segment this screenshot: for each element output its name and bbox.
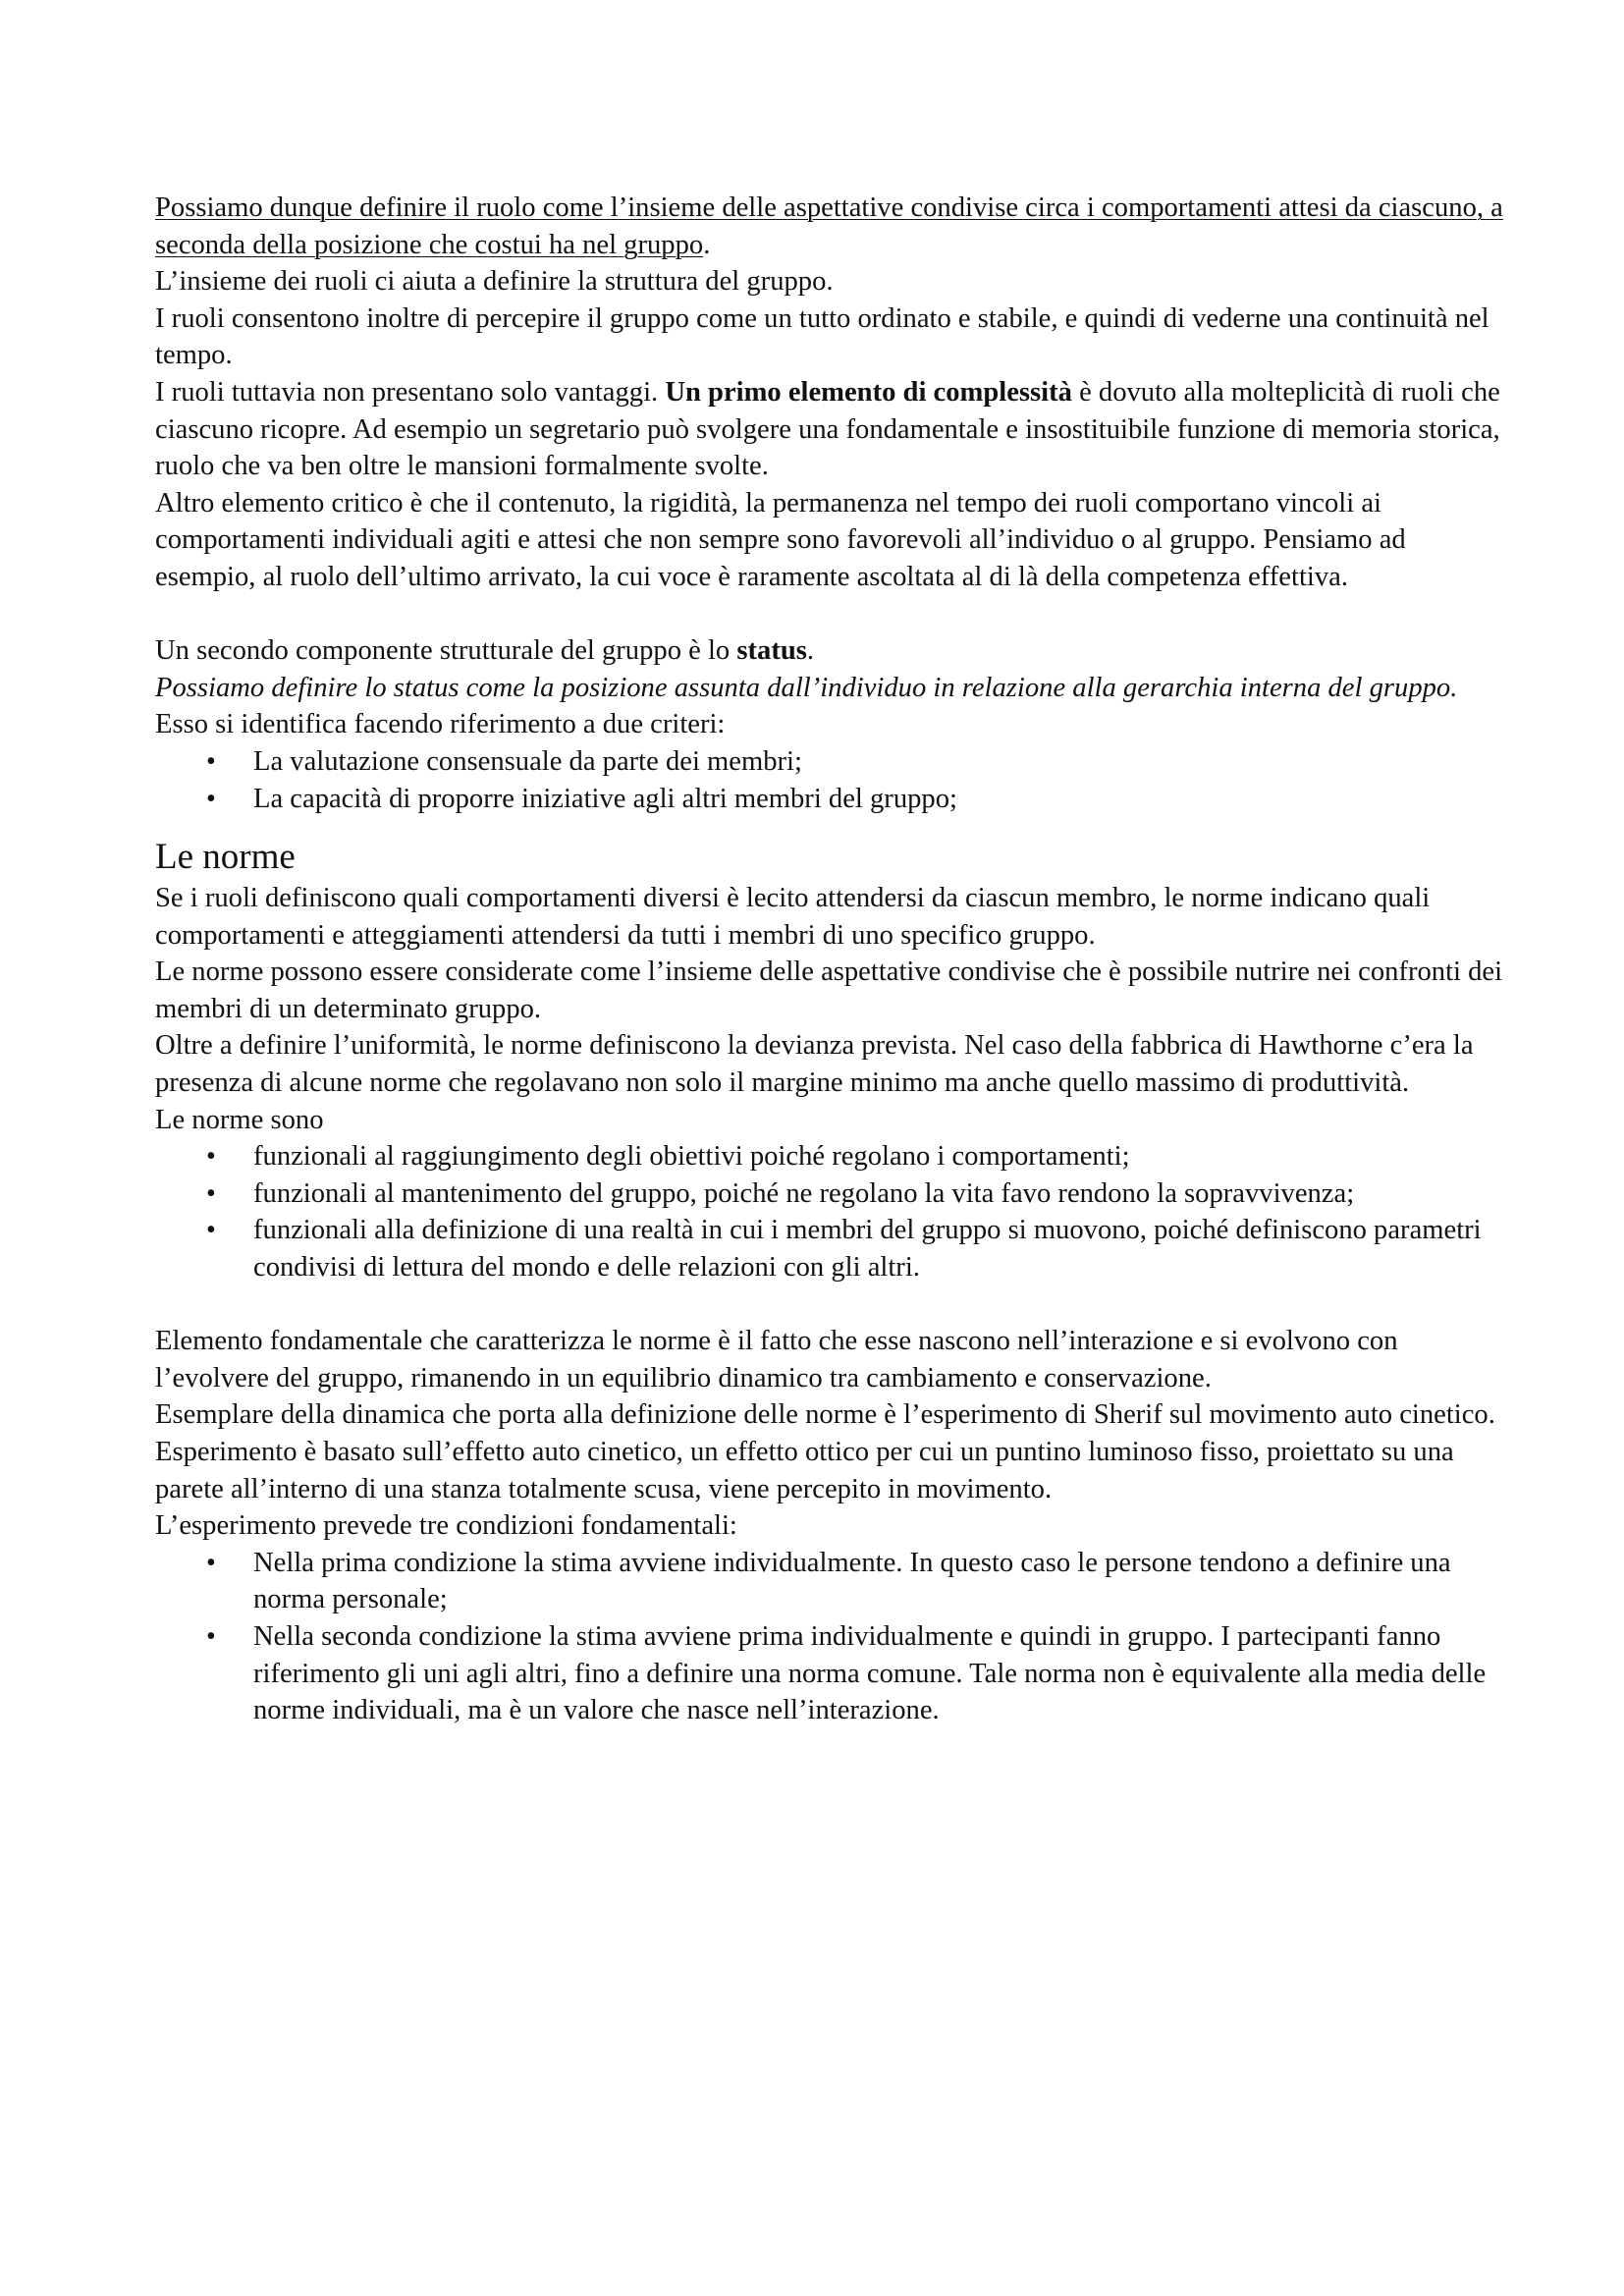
norme-functions-list xyxy=(155,1138,1510,1285)
role-definition-paragraph xyxy=(155,190,1510,263)
critical-paragraph: Altro elemento critico è che il contenuto, la rigidità, la permanenza nel tempo dei ruoli comportano vincoli ai comportamenti individuali agiti e attesi che non sempre sono favorevoli all’individuo o al gruppo. Pensiamo ad esempio, al ruolo dell’ultimo arrivato, la cui voce è raramente ascoltata al di là della competenza effettiva. xyxy=(155,487,1406,592)
criteria-intro-paragraph: Esso si identifica facendo riferimento a due criteri: xyxy=(155,709,726,740)
criteria-list xyxy=(155,743,1510,817)
spacer xyxy=(155,1286,1510,1324)
status-intro-paragraph xyxy=(155,632,1510,670)
role-definition-underlined: Possiamo dunque definire il ruolo come l’insieme delle aspettative condivise circa i comportamenti attesi da ciascuno, a seconda della posizione che costui ha nel gruppo xyxy=(155,192,1503,260)
document-page xyxy=(155,190,1510,1729)
list-item: • La valutazione consensuale da parte dei membri; xyxy=(155,743,1510,781)
list-item: • funzionali al raggiungimento degli obiettivi poiché regolano i comportamenti; xyxy=(155,1138,1510,1175)
advantages-paragraph xyxy=(155,374,1510,485)
list-item: • Nella prima condizione la stima avviene individualmente. In questo caso le persone tendono a definire una norma personale; xyxy=(155,1545,1510,1618)
norme-paragraph-1: Se i ruoli definiscono quali comportamenti diversi è lecito attendersi da ciascun membro, le norme indicano quali comportamenti e atteggiamenti attendersi da tutti i membri di uno specifico gruppo. xyxy=(155,883,1431,951)
role-definition-end: . xyxy=(703,229,711,260)
advantages-post: è dovuto alla molteplicità di ruoli che ciascuno ricopre. Ad esempio un segretario può svolgere una fondamentale e insostituibile funzione di memoria storica, ruolo che va ben oltre le mansioni formalmente svolte. xyxy=(155,376,1500,482)
advantages-bold: Un primo elemento di complessità xyxy=(665,376,1072,408)
norme-list-intro: Le norme sono xyxy=(155,1104,324,1135)
conditions-intro-paragraph: L’esperimento prevede tre condizioni fondamentali: xyxy=(155,1510,737,1542)
norme-paragraph-4: Elemento fondamentale che caratterizza le norme è il fatto che esse nascono nell’interazione e si evolvono con l’evolvere del gruppo, rimanendo in un equilibrio dinamico tra cambiamento e conservazione. xyxy=(155,1326,1398,1394)
list-item: • La capacità di proporre iniziative agli altri membri del gruppo; xyxy=(155,781,1510,818)
list-item: • Nella seconda condizione la stima avviene prima individualmente e quindi in gruppo. I partecipanti fanno riferimento gli uni agli altri, fino a definire una norma comune. Tale norma non è equivalente alla media delle norme individuali, ma è un valore che nasce nell’interazione. xyxy=(155,1618,1510,1729)
section-heading: Le norme xyxy=(155,837,296,878)
status-intro-end: . xyxy=(806,635,815,667)
perception-paragraph: I ruoli consentono inoltre di percepire il gruppo come un tutto ordinato e stabile, e quindi di vederne una continuità nel tempo. xyxy=(155,302,1489,371)
status-definition-paragraph: Possiamo definire lo status come la posizione assunta dall’individuo in relazione alla gerarchia interna del gruppo. xyxy=(155,672,1458,703)
list-item: • funzionali alla definizione di una realtà in cui i membri del gruppo si muovono, poiché definiscono parametri condivisi di lettura del mondo e delle relazioni con gli altri. xyxy=(155,1212,1510,1285)
norme-paragraph-2: Le norme possono essere considerate come l’insieme delle aspettative condivise che è possibile nutrire nei confronti dei membri di un determinato gruppo. xyxy=(155,957,1503,1024)
advantages-pre: I ruoli tuttavia non presentano solo vantaggi. xyxy=(155,376,666,408)
spacer xyxy=(155,596,1510,633)
conditions-list xyxy=(155,1545,1510,1729)
status-intro-bold: status xyxy=(736,635,807,667)
structure-paragraph: L’insieme dei ruoli ci aiuta a definire la struttura del gruppo. xyxy=(155,266,834,298)
norme-paragraph-5: Esemplare della dinamica che porta alla definizione delle norme è l’esperimento di Sherif sul movimento auto cinetico. Esperimento è basato sull’effetto auto cinetico, un effetto ottico per cui un puntino luminoso fisso, proiettato su una parete all’interno di una stanza totalmente scusa, viene percepito in movimento. xyxy=(155,1399,1495,1504)
norme-paragraph-3: Oltre a definire l’uniformità, le norme definiscono la devianza prevista. Nel caso della fabbrica di Hawthorne c’era la presenza di alcune norme che regolavano non solo il margine minimo ma anche quello massimo di produttività. xyxy=(155,1030,1474,1099)
list-item: • funzionali al mantenimento del gruppo, poiché ne regolano la vita favo rendono la sopravvivenza; xyxy=(155,1175,1510,1213)
status-intro-pre: Un secondo componente strutturale del gruppo è lo xyxy=(155,635,737,667)
